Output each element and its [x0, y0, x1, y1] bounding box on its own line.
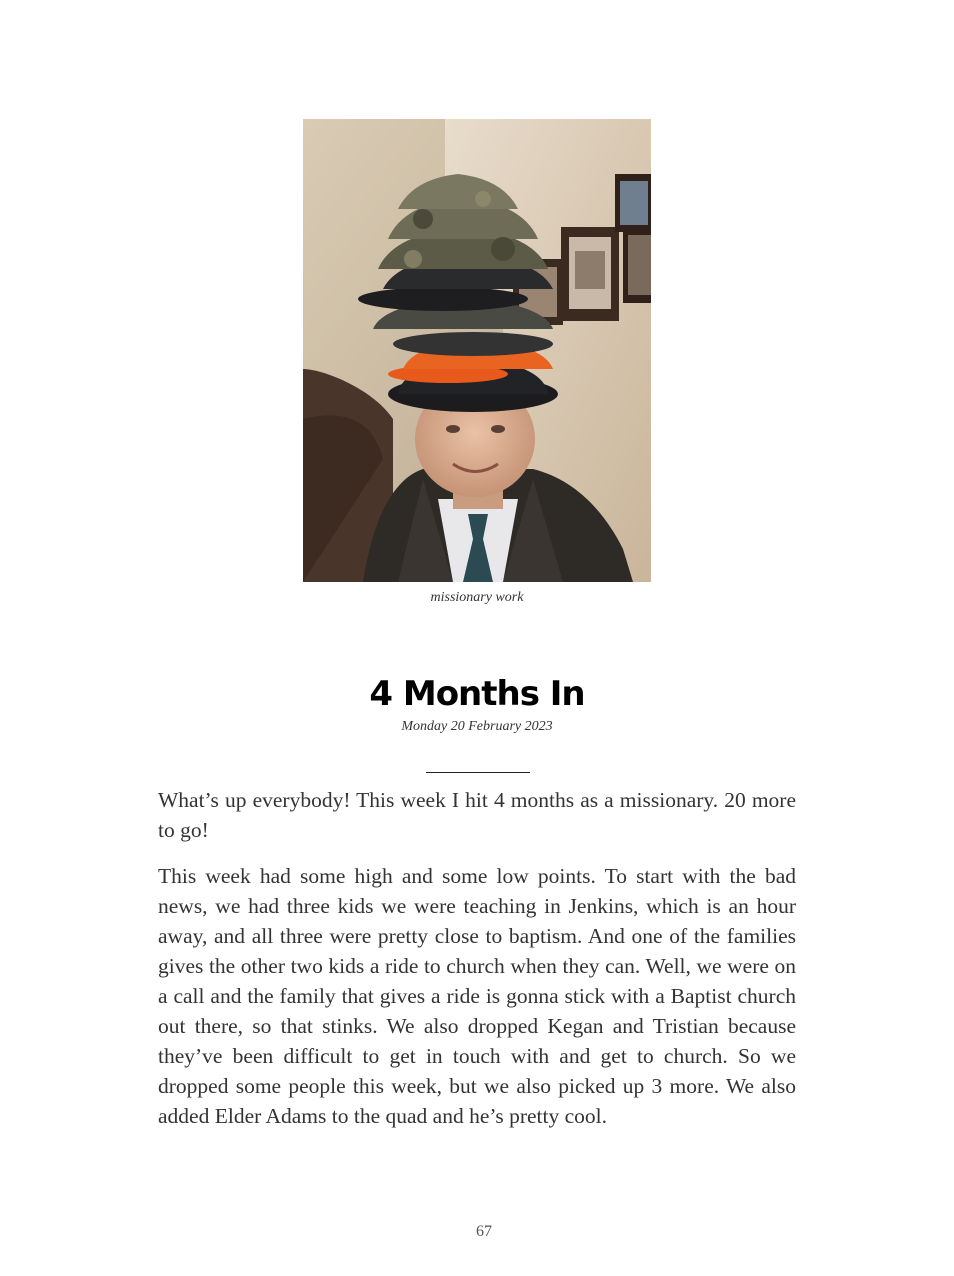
entry-paragraph: This week had some high and some low points. To start with the bad news, we had three kids we were teaching in Jenkins, which is an hour away, and all three were pretty close to baptism. And one of the families gives the other two kids a ride to church when they can. Well, we were on a call and the family that gives a ride is gonna stick with a Baptist church out there, so that stinks. We also dropped Kegan and Tristian because they’ve been difficult to get in touch with and get to church. So we dropped some people this week, but we also picked up 3 more. We also added Elder Adams to the quad and he’s pretty cool. [158, 864, 796, 1128]
page-number: 67 [476, 1223, 492, 1240]
title-divider [426, 772, 530, 773]
entry-body [158, 785, 796, 1147]
entry-date: Monday 20 February 2023 [401, 719, 553, 734]
photo-caption: missionary work [430, 590, 524, 605]
missionary-photo [303, 119, 651, 582]
entry-title: 4 Months In [369, 674, 585, 714]
entry-paragraph: What’s up everybody! This week I hit 4 months as a missionary. 20 more to go! [158, 788, 796, 842]
photo-illustration [303, 119, 651, 582]
